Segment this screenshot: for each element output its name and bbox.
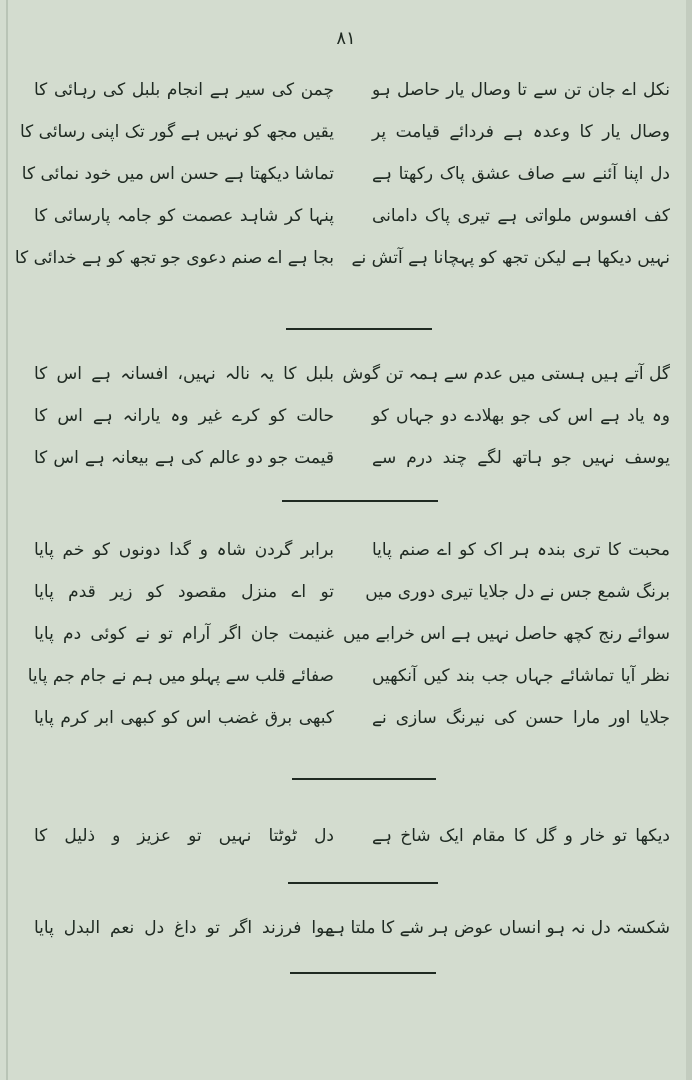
couplet [0,822,692,864]
verse-second-line: تو اے منزل مقصود کو زیر قدم پایا [34,582,334,602]
verse-first-line: نظر آیا تماشائے جہاں جب بند کیں آنکھیں [372,666,670,686]
stanza-4 [0,822,692,864]
verse-first-line: یوسف نہیں جو ہاتھ لگے چند درم سے [372,448,670,468]
couplet [0,578,692,620]
verse-second-line: صفائے قلب سے پہلو میں ہم نے جام جم پایا [27,666,334,686]
verse-second-line: چمن کی سیر ہے انجام بلبل کی رہائی کا [34,80,334,100]
couplet [0,76,692,118]
verse-first-line: گل آتے ہیں ہستی میں عدم سے ہمہ تن گوش [342,364,670,384]
section-divider [290,972,436,974]
couplet [0,536,692,578]
verse-first-line: دل اپنا آئنے سے صاف عشق پاک رکھتا ہے [372,164,670,184]
stanza-3 [0,536,692,746]
verse-second-line: بلبل کا یہ نالہ نہیں، افسانہ ہے اس کا [34,364,334,384]
verse-second-line: برابر گردن شاہ و گدا دونوں کو خم پایا [34,540,334,560]
verse-first-line: دیکھا تو خار و گل کا مقام ایک شاخ ہے [372,826,670,846]
stanza-1 [0,76,692,286]
verse-second-line: حالت کو کرے غیر وہ یارانہ ہے اس کا [34,406,334,426]
verse-second-line: کبھی برق غضب اس کو کبھی ابر کرم پایا [34,708,334,728]
verse-second-line: پنہا کر شاہد عصمت کو جامہ پارسائی کا [34,206,334,226]
verse-second-line: یقیں مجھ کو نہیں ہے گور تک اپنی رسائی کا [19,122,334,142]
verse-first-line: نہیں دیکھا ہے لیکن تجھ کو پہچانا ہے آتش نے [351,248,670,268]
couplet [0,244,692,286]
page-number: ۸۱ [336,28,356,49]
verse-second-line: بجا ہے اے صنم دعوی جو تجھ کو ہے خدائی کا [14,248,334,268]
couplet [0,160,692,202]
verse-second-line: غنیمت جان اگر آرام تو نے کوئی دم پایا [34,624,334,644]
verse-second-line: قیمت جو دو عالم کی ہے بیعانہ ہے اس کا [34,448,334,468]
couplet [0,914,692,956]
couplet [0,704,692,746]
verse-second-line: تماشا دیکھتا ہے حسن اس میں خود نمائی کا [21,164,334,184]
section-divider [282,500,438,502]
section-divider [286,328,432,330]
verse-first-line: جلایا اور مارا حسن کی نیرنگ سازی نے [372,708,670,728]
verse-first-line: شکستہ دل نہ ہو انساں عوض ہر شے کا ملتا ہے [325,918,670,938]
section-divider [288,882,438,884]
couplet [0,360,692,402]
verse-first-line: کف افسوس ملواتی ہے تیری پاک دامانی [372,206,670,226]
verse-first-line: برنگ شمع جس نے دل جلایا تیری دوری میں [365,582,670,602]
stanza-5 [0,914,692,956]
verse-second-line: موا فرزند اگر تو داغ دل نعم البدل پایا [34,918,334,938]
couplet [0,202,692,244]
section-divider [292,778,436,780]
couplet [0,620,692,662]
couplet [0,444,692,486]
stanza-2 [0,360,692,486]
couplet [0,402,692,444]
verse-first-line: سوائے رنج کچھ حاصل نہیں ہے اس خرابے میں [342,624,670,644]
verse-first-line: وہ یاد ہے اس کی جو بھلادے دو جہاں کو [372,406,670,426]
verse-first-line: نکل اے جان تن سے تا وصال یار حاصل ہو [372,80,670,100]
couplet [0,118,692,160]
verse-second-line: دل ٹوٹتا نہیں تو عزیز و ذلیل کا [34,826,334,846]
verse-first-line: وصال یار کا وعدہ ہے فردائے قیامت پر [372,122,670,142]
verse-first-line: محبت کا تری بندہ ہر اک کو اے صنم پایا [372,540,670,560]
couplet [0,662,692,704]
